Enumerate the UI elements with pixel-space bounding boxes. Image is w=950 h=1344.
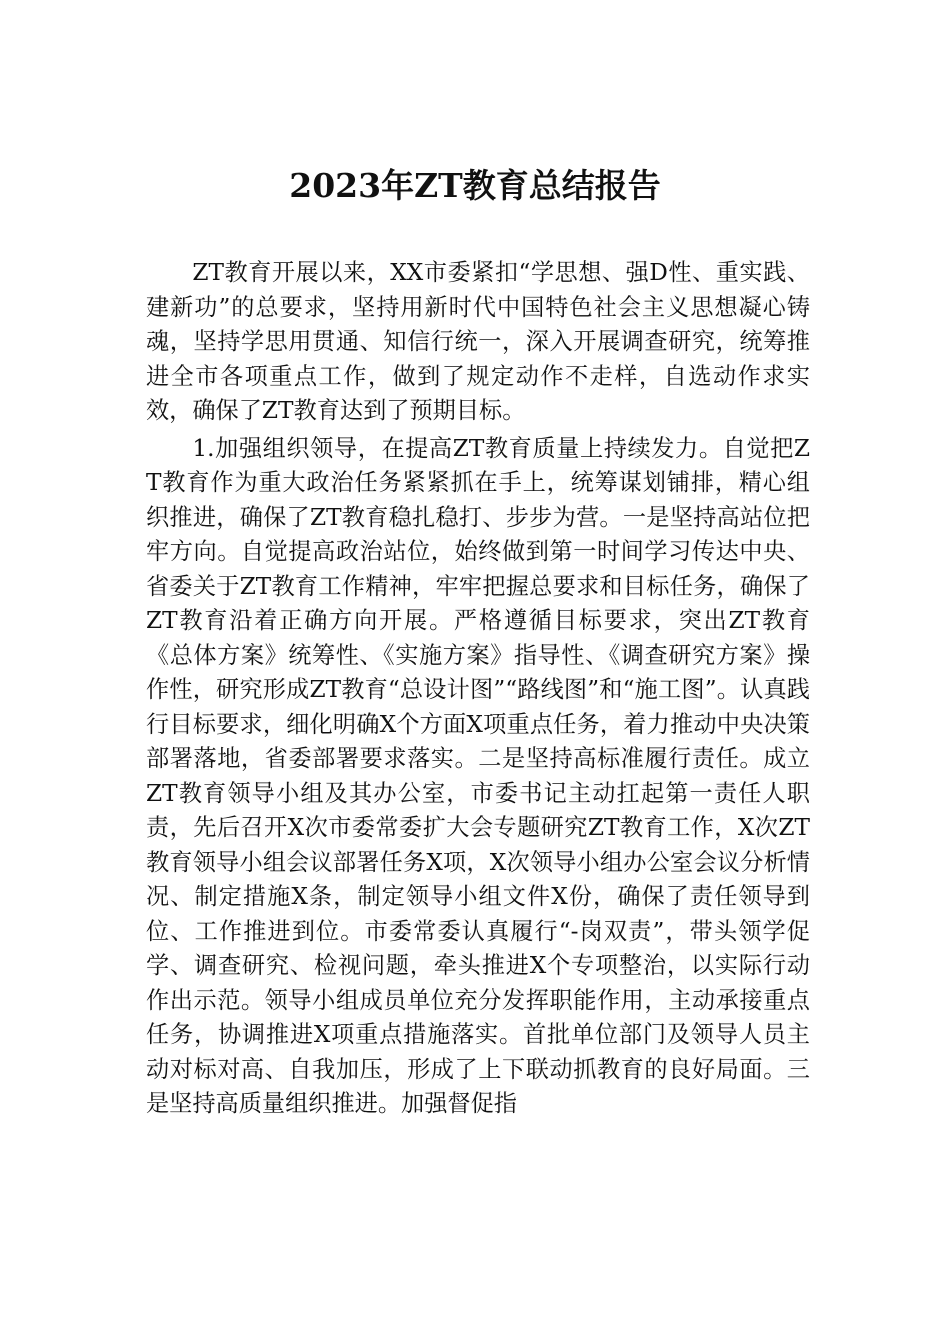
- document-body: [146, 256, 810, 1122]
- paragraph-section-1: 1.加强组织领导，在提高ZT教育质量上持续发力。自觉把ZT教育作为重大政治任务紧紧抓在手上，统筹谋划铺排，精心组织推进，确保了ZT教育稳扎稳打、步步为营。一是坚持高站位把牢方向。自觉提高政治站位，始终做到第一时间学习传达中央、省委关于ZT教育工作精神，牢牢把握总要求和目标任务，确保了ZT教育沿着正确方向开展。严格遵循目标要求，突出ZT教育《总体方案》统筹性、《实施方案》指导性、《调查研究方案》操作性，研究形成ZT教育“总设计图”“路线图”和“施工图”。认真践行目标要求，细化明确X个方面X项重点任务，着力推动中央决策部署落地，省委部署要求落实。二是坚持高标准履行责任。成立ZT教育领导小组及其办公室，市委书记主动扛起第一责任人职责，先后召开X次市委常委扩大会专题研究ZT教育工作，X次ZT教育领导小组会议部署任务X项，X次领导小组办公室会议分析情况、制定措施X条，制定领导小组文件X份，确保了责任领导到位、工作推进到位。市委常委认真履行“-岗双责”，带头领学促学、调查研究、检视问题，牵头推进X个专项整治，以实际行动作出示范。领导小组成员单位充分发挥职能作用，主动承接重点任务，协调推进X项重点措施落实。首批单位部门及领导人员主动对标对高、自我加压，形成了上下联动抓教育的良好局面。三是坚持高质量组织推进。加强督促指: [146, 434, 810, 1117]
- document-title: 2023年ZT教育总结报告: [289, 166, 661, 205]
- paragraph-intro: ZT教育开展以来，XX市委紧扣“学思想、强D性、重实践、建新功”的总要求，坚持用新时代中国特色社会主义思想凝心铸魂，坚持学思用贯通、知信行统一，深入开展调查研究，统筹推进全市各项重点工作，做到了规定动作不走样，自选动作求实效，确保了ZT教育达到了预期目标。: [146, 259, 810, 424]
